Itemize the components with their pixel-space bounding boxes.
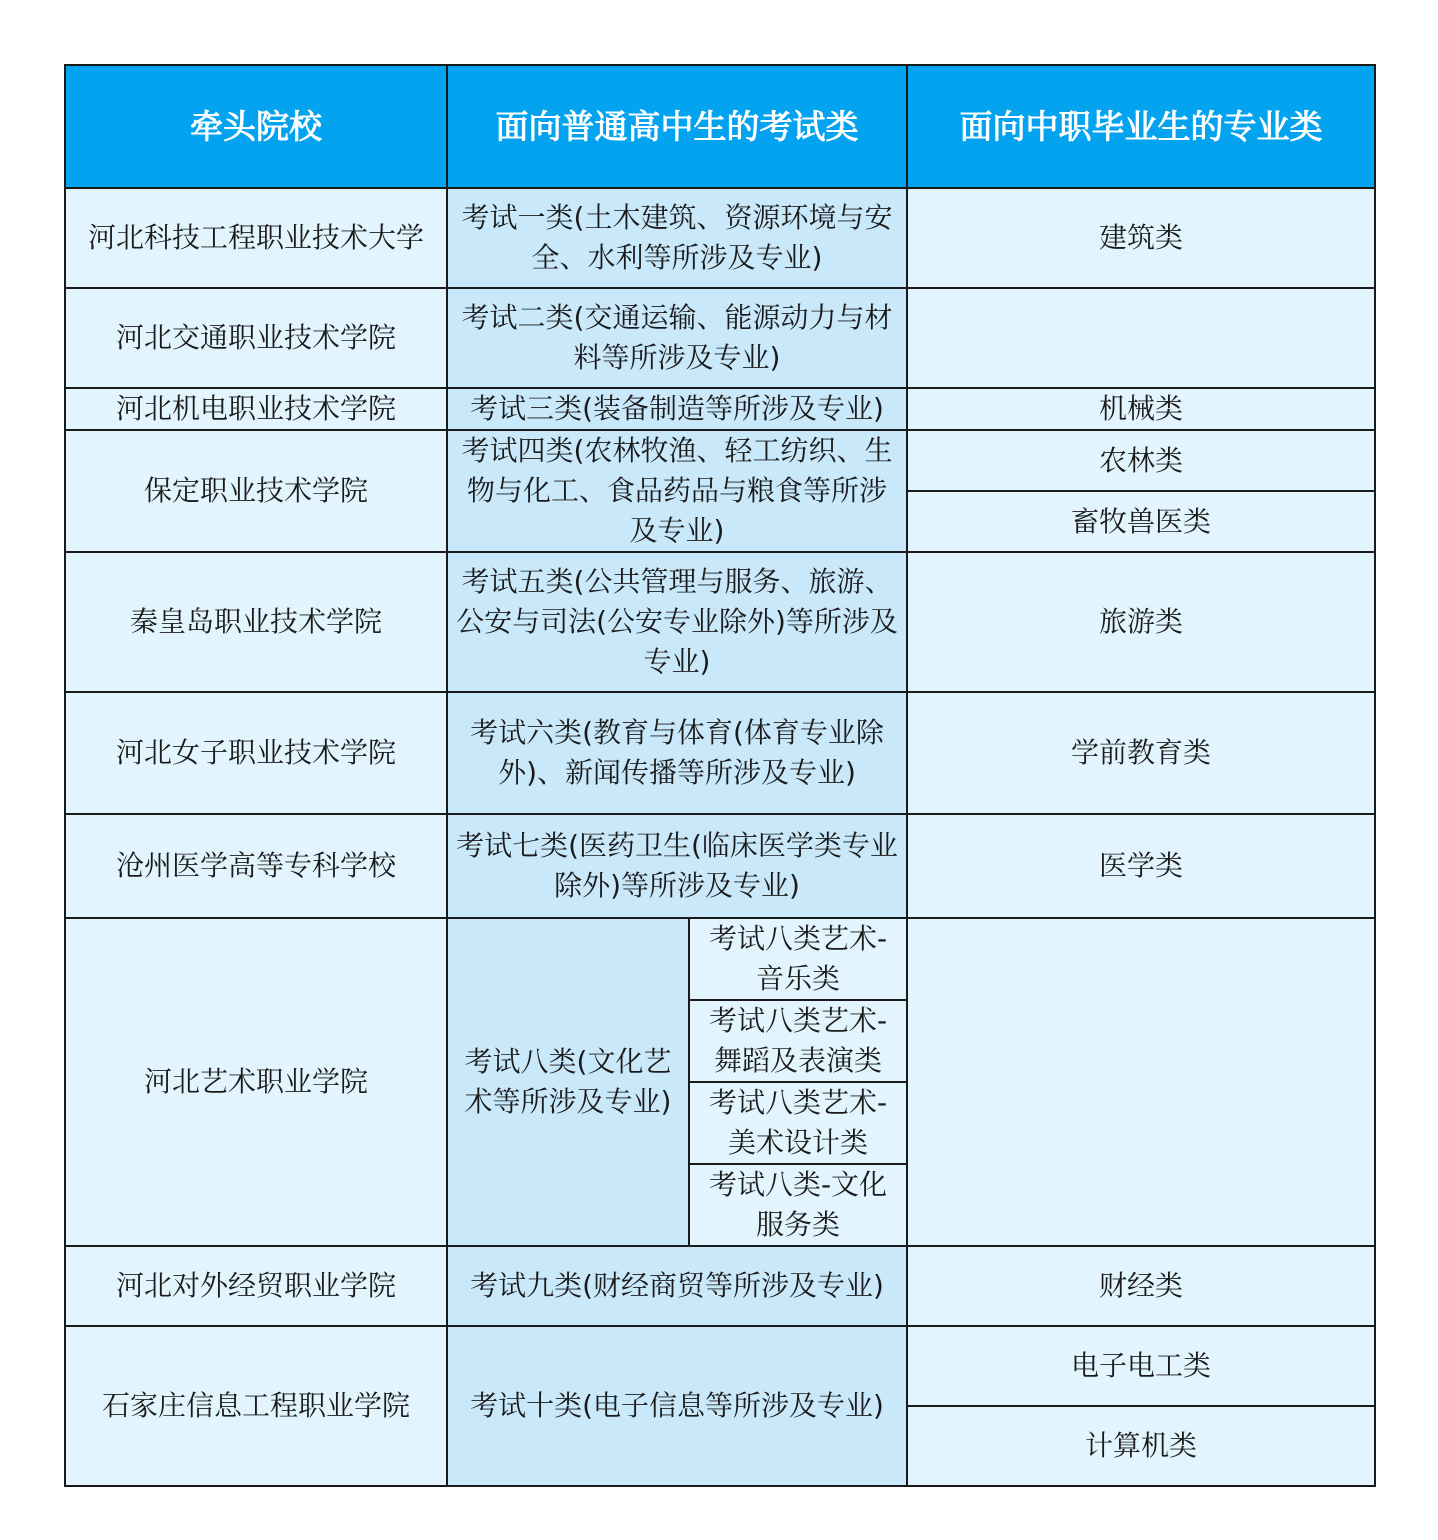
school-cell: 沧州医学高等专科学校 — [65, 814, 447, 918]
exam-cell: 考试六类(教育与体育(体育专业除外)、新闻传播等所涉及专业) — [447, 692, 907, 814]
school-cell: 河北女子职业技术学院 — [65, 692, 447, 814]
school-cell: 河北机电职业技术学院 — [65, 388, 447, 430]
exam-cell: 考试九类(财经商贸等所涉及专业) — [447, 1246, 907, 1326]
table-row — [65, 288, 1375, 388]
table-row — [65, 814, 1375, 918]
school-cell: 保定职业技术学院 — [65, 430, 447, 552]
major-cell: 学前教育类 — [907, 692, 1375, 814]
table-row — [65, 1246, 1375, 1326]
exam-cell: 考试一类(土木建筑、资源环境与安全、水利等所涉及专业) — [447, 188, 907, 288]
header-row — [65, 65, 1375, 188]
table-row — [65, 692, 1375, 814]
major-cell: 旅游类 — [907, 552, 1375, 692]
major-cell: 电子电工类 — [907, 1326, 1375, 1406]
school-cell: 石家庄信息工程职业学院 — [65, 1326, 447, 1486]
major-cell: 农林类 — [907, 430, 1375, 491]
exam-cell: 考试三类(装备制造等所涉及专业) — [447, 388, 907, 430]
header-exam: 面向普通高中生的考试类 — [447, 65, 907, 188]
table-row — [65, 430, 1375, 491]
exam-cell: 考试二类(交通运输、能源动力与材料等所涉及专业) — [447, 288, 907, 388]
sub-exam-cell: 考试八类艺术-舞蹈及表演类 — [689, 1000, 907, 1082]
table-row — [65, 918, 1375, 1000]
exam-cell: 考试八类(文化艺术等所涉及专业) — [447, 918, 689, 1246]
enrollment-table — [64, 64, 1376, 1487]
table-row — [65, 188, 1375, 288]
exam-cell: 考试七类(医药卫生(临床医学类专业除外)等所涉及专业) — [447, 814, 907, 918]
major-cell — [907, 288, 1375, 388]
major-cell: 计算机类 — [907, 1406, 1375, 1486]
exam-cell: 考试四类(农林牧渔、轻工纺织、生物与化工、食品药品与粮食等所涉及专业) — [447, 430, 907, 552]
header-major: 面向中职毕业生的专业类 — [907, 65, 1375, 188]
table-row — [65, 1326, 1375, 1406]
sub-exam-cell: 考试八类-文化服务类 — [689, 1164, 907, 1246]
major-cell: 建筑类 — [907, 188, 1375, 288]
table-row — [65, 388, 1375, 430]
school-cell: 河北对外经贸职业学院 — [65, 1246, 447, 1326]
major-cell: 畜牧兽医类 — [907, 491, 1375, 552]
school-cell: 河北科技工程职业技术大学 — [65, 188, 447, 288]
exam-cell: 考试十类(电子信息等所涉及专业) — [447, 1326, 907, 1486]
sub-exam-cell: 考试八类艺术-音乐类 — [689, 918, 907, 1000]
table-row — [65, 552, 1375, 692]
school-cell: 秦皇岛职业技术学院 — [65, 552, 447, 692]
major-cell: 医学类 — [907, 814, 1375, 918]
sub-exam-cell: 考试八类艺术-美术设计类 — [689, 1082, 907, 1164]
exam-cell: 考试五类(公共管理与服务、旅游、公安与司法(公安专业除外)等所涉及专业) — [447, 552, 907, 692]
school-cell: 河北交通职业技术学院 — [65, 288, 447, 388]
major-cell: 机械类 — [907, 388, 1375, 430]
header-school: 牵头院校 — [65, 65, 447, 188]
major-cell — [907, 918, 1375, 1246]
major-cell: 财经类 — [907, 1246, 1375, 1326]
school-cell: 河北艺术职业学院 — [65, 918, 447, 1246]
